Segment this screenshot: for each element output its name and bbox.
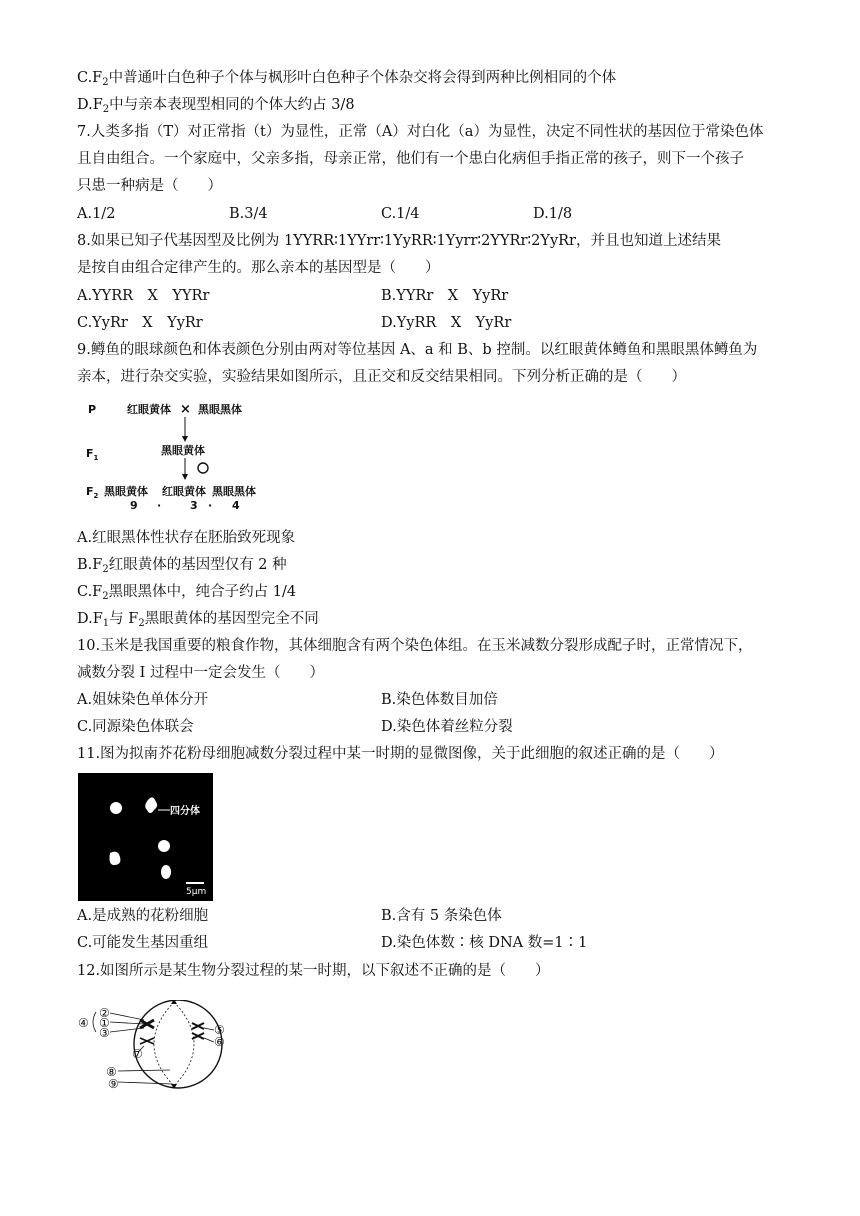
q11-stem-line1: 11.图为拟南芥花粉母细胞减数分裂过程中某一时期的显微图像，关于此细胞的叙述正确的是（ ） [77,746,724,762]
q10-stem-line1: 10.玉米是我国重要的粮食作物，其体细胞含有两个染色体组。在玉米减数分裂形成配子时，正常情况下， [77,638,753,654]
q11-option-b: B.含有 5 条染色体 [381,908,502,924]
ratio-dot-1: · [157,499,162,512]
ratio-4: 4 [232,499,240,512]
q10-option-b: B.染色体数目加倍 [381,692,498,708]
q9-option-d: $D.F_1$与 $F_2$黑眼黄体的基因型完全不同 [77,611,319,629]
q11-option-d: D.染色体数∶核 DNA 数=1∶1 [381,935,588,951]
label-7: ⑦ [132,1047,143,1061]
chromosome-blob-3 [158,840,170,852]
q7-stem-line2: 且自由组合。一个家庭中，父亲多指，母亲正常，他们有一个患白化病但手指正常的孩子，则下一个孩子 [77,151,744,167]
q8-option-d: D.YyRR X YyRr [381,315,512,331]
f2-red-eye-yellow: 红眼黄体 [162,485,206,498]
q12-stem-line1: 12.如图所示是某生物分裂过程的某一时期，以下叙述不正确的是（ ） [77,963,550,979]
q9-stem-line2: 亲本，进行杂交实验，实验结果如图所示，且正交和反交结果相同。下列分析正确的是（ ） [77,369,686,385]
label-3: ③ [99,1026,110,1040]
q7-option-b: B.3/4 [229,206,268,222]
self-cross-symbol [198,463,208,473]
cross-symbol: × [180,402,191,417]
q10-option-a: A.姐妹染色单体分开 [77,692,209,708]
q10-stem-line2: 减数分裂 I 过程中一定会发生（ ） [77,665,324,681]
label-2: ② [99,1006,110,1020]
cell-membrane [134,1000,222,1088]
q8-option-a: A.YYRR X YYRr [77,288,210,304]
ratio-3: 3 [190,499,198,512]
q9-option-a: A.红眼黑体性状存在胚胎致死现象 [77,530,296,546]
chromosome-blob-1 [110,802,122,814]
q10-option-d: D.染色体着丝粒分裂 [381,719,513,735]
chromosome-4 [140,1038,154,1044]
q8-option-c: C.YyRr X YyRr [77,315,203,331]
q6-option-c: $C.F_2$中普通叶白色种子个体与枫形叶白色种子个体杂交将会得到两种比例相同的个体 [77,70,617,88]
ratio-9: 9 [130,499,138,512]
q7-stem-line3: 只患一种病是（ ） [77,178,222,194]
spindle-right [174,1002,194,1086]
label-9: ⑨ [108,1077,119,1091]
f1-generation-label: $F_1$ [86,447,99,462]
ratio-dot-2: · [208,499,213,512]
micrograph-image [78,773,213,901]
spindle-left [154,1002,174,1086]
f2-black-eye-yellow: 黑眼黄体 [104,485,148,498]
q6-option-d: $D.F_2$中与亲本表现型相同的个体大约占 3/8 [77,97,355,115]
f1-black-eye-yellow: 黑眼黄体 [161,444,205,457]
label-5: ⑤ [214,1023,225,1037]
arrowhead-1 [182,436,188,442]
label-8: ⑧ [106,1065,117,1079]
q7-stem-line1: 7.人类多指（T）对正常指（t）为显性，正常（A）对白化（a）为显性，决定不同性状的基因位于常染色体 [77,124,764,140]
q8-stem-line1: 8.如果已知子代基因型及比例为 1YYRR∶1YYrr∶1YyRR∶1Yyrr∶2YYRr∶2YyRr，并且也知道上述结果 [77,233,721,249]
parent-red-eye-yellow: 红眼黄体 [127,403,171,416]
q10-option-c: C.同源染色体联会 [77,719,194,735]
q11-option-c: C.可能发生基因重组 [77,935,209,951]
label-1: ① [99,1016,110,1030]
label-6: ⑥ [214,1035,225,1049]
p-generation-label: P [88,403,97,416]
chromosome-3 [192,1033,204,1039]
q7-option-c: C.1/4 [381,206,420,222]
f2-black-eye-black: 黑眼黑体 [212,485,256,498]
q8-option-b: B.YYRr X YyRr [381,288,509,304]
cross-diagram [82,396,282,516]
f2-generation-label: $F_2$ [86,485,99,500]
parent-black-eye-black: 黑眼黑体 [198,403,242,416]
q9-stem-line1: 9.鳟鱼的眼球颜色和体表颜色分别由两对等位基因 A、a 和 B、b 控制。以红眼黄体鳟鱼和黑眼黑体鳟鱼为 [77,342,758,358]
cell-division-diagram [74,1000,254,1100]
arrowhead-2 [182,474,188,480]
bracket-4 [93,1012,96,1032]
q8-stem-line2: 是按自由组合定律产生的。那么亲本的基因型是（ ） [77,260,440,276]
chromosome-blob-4 [161,865,171,879]
q9-option-b: $B.F_2$红眼黄体的基因型仅有 2 种 [77,557,287,575]
q11-option-a: A.是成熟的花粉细胞 [77,908,209,924]
q9-option-c: $C.F_2$黑眼黑体中，纯合子约占 1/4 [77,584,297,602]
q7-option-a: A.1/2 [77,206,116,222]
q7-option-d: D.1/8 [533,206,573,222]
tetrad-label: 四分体 [170,806,200,817]
label-4: ④ [78,1016,89,1030]
chromosome-2 [192,1023,204,1029]
scale-label: 5μm [186,887,207,897]
